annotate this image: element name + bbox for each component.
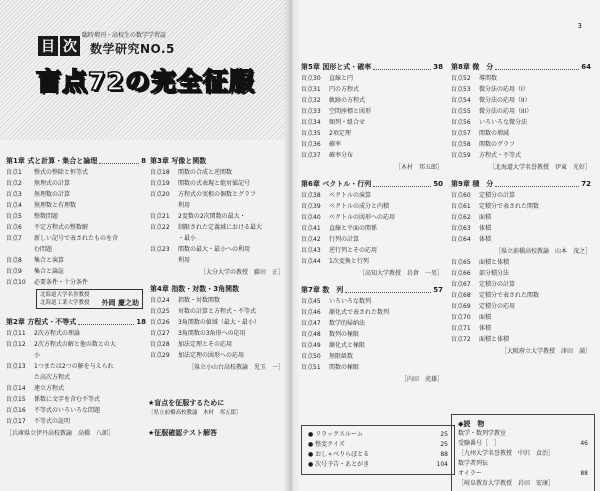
toc-item [301, 307, 443, 318]
toc-item [308, 440, 448, 450]
right-column-2 [451, 56, 591, 359]
moten-number: 盲点70 [451, 314, 471, 321]
moten-number: 盲点7 [6, 235, 22, 242]
toc-item [301, 329, 443, 340]
toc-item [150, 167, 284, 178]
moten-number: 盲点55 [451, 108, 471, 115]
chapter-heading: 第6章 ベクトル・行列 50 [301, 180, 443, 188]
moten-title: 関数の最大・最小への利用 [178, 246, 251, 253]
toc-item [301, 245, 443, 256]
moten-number: 盲点36 [301, 141, 321, 148]
author-credit: ［大分大学の教授 藤田 正］ [199, 269, 284, 276]
moten-number: 盲点19 [150, 180, 170, 187]
toc-item [6, 255, 146, 266]
moten-number: 盲点54 [451, 97, 471, 104]
toc-item [451, 279, 591, 290]
moten-title: 方程式・不等式 [479, 152, 522, 159]
main-title: 盲点72の完全征服 [36, 67, 255, 96]
moten-number: 盲点48 [301, 331, 321, 338]
toc-item [6, 244, 146, 255]
author-box: 北海道大学名誉教授 北海道工業大学教授 外岡 慶之助 [36, 289, 143, 309]
special-section-2: ★征服確認テスト解答 [148, 429, 217, 437]
moten-number: 盲点45 [301, 298, 321, 305]
toc-item [6, 178, 146, 189]
toc-item [451, 323, 591, 334]
reading-title: 数学者列伝 [458, 460, 489, 467]
moten-title: 利用 [178, 257, 191, 264]
moten-title: 1次変換と行列 [329, 258, 369, 265]
moten-title: 2次方程式の解と他の数との大 [34, 341, 116, 348]
toc-item [6, 372, 146, 383]
author-credit: ［高知大学教授 岩倉 一男］ [358, 270, 443, 277]
moten-number: 盲点24 [150, 297, 170, 304]
reading-page: 46 [580, 440, 588, 447]
moten-title: 空間座標と図形 [329, 108, 372, 115]
moten-number: 盲点62 [451, 214, 471, 221]
moten-title: む問題 [34, 246, 53, 253]
toc-item [150, 255, 284, 266]
special-section-1: ★盲点を征服するために ［県立前橋高校教諭 木村 邦五郎］ [148, 399, 242, 416]
toc-item [308, 430, 448, 440]
moten-title: 数学的帰納法 [329, 320, 366, 327]
author-credit: ［大阪府立大学教授 津田 満］ [500, 348, 591, 355]
moten-number: 盲点63 [451, 225, 471, 232]
moten-title: 定積分の応用 [479, 303, 516, 310]
moten-title: 行列の計算 [329, 236, 360, 243]
toc-item [451, 312, 591, 323]
reading-item [458, 469, 588, 479]
moten-title: 関数の増減 [479, 130, 510, 137]
moten-number: 盲点49 [301, 342, 321, 349]
chapter-heading: 第2章 方程式・不等式 18 [6, 318, 146, 326]
moten-title: 関数の式表現と絶対値記号 [178, 180, 251, 187]
moten-title: 加法定理とその応用 [178, 341, 233, 348]
toc-item [301, 223, 443, 234]
moten-number: 盲点25 [150, 308, 170, 315]
mokuji-badge [38, 36, 82, 56]
toc-item [451, 234, 591, 245]
chapter-heading: 第5章 図形と式・確率 38 [301, 63, 443, 71]
reading-label: ◆読 物 [458, 420, 485, 428]
moten-title: ベクトルの成分と内積 [329, 203, 390, 210]
moten-number: 盲点15 [6, 396, 26, 403]
author-credit: ［内田 虎雄］ [400, 376, 443, 383]
toc-item [301, 190, 443, 201]
moten-title: 係数に文字を含む不等式 [34, 396, 101, 403]
moten-number: 盲点58 [451, 141, 471, 148]
moten-title: 3角関数の値域（最大・最小） [178, 319, 260, 326]
moten-number: 盲点53 [451, 86, 471, 93]
toc-item [451, 290, 591, 301]
toc-item [150, 295, 284, 306]
toc-item [301, 351, 443, 362]
right-column-1 [301, 56, 443, 387]
moten-number: 盲点50 [301, 353, 321, 360]
misc-title: ● 整変クイズ [308, 441, 345, 448]
toc-item [301, 212, 443, 223]
left-page [0, 0, 291, 491]
moten-number: 盲点56 [451, 119, 471, 126]
mokuji-char-1: 目 [38, 36, 58, 56]
toc-item [451, 73, 591, 84]
moten-title: 利用 [178, 202, 191, 209]
moten-title: 定積分で表された関数 [479, 203, 540, 210]
toc-item [301, 296, 443, 307]
moten-title: 面積と体積 [479, 336, 510, 343]
moten-number: 盲点69 [451, 303, 471, 310]
moten-title: 方程式の実根の個数とグラフ [178, 191, 257, 198]
moten-title: 整式の整除と恒等式 [34, 169, 89, 176]
toc-item [150, 222, 284, 233]
moten-number: 盲点26 [150, 319, 170, 326]
moten-title: 不等式の証明 [34, 418, 71, 425]
moten-number: 盲点68 [451, 292, 471, 299]
left-column-1 [6, 150, 146, 441]
chapter-heading: 第4章 指数・対数・3角関数 [150, 285, 240, 293]
reading-item [458, 449, 588, 459]
moten-title: 微分法の応用（II） [479, 97, 531, 104]
moten-number: 盲点33 [301, 108, 321, 115]
chapter-heading: 第8章 微 分 64 [451, 63, 591, 71]
moten-title: 無理数と有理数 [34, 202, 77, 209]
moten-title: 整数問題 [34, 213, 59, 220]
moten-title: 漸化式と極限 [329, 342, 366, 349]
right-page [291, 0, 600, 491]
moten-number: 盲点67 [451, 281, 471, 288]
moten-title: 円の方程式 [329, 86, 360, 93]
moten-number: 盲点17 [6, 418, 26, 425]
moten-title: 新しい記号で表されたものを含 [34, 235, 119, 242]
mokuji-char-2: 次 [60, 36, 80, 56]
moten-title: 集合と演算 [34, 257, 65, 264]
moten-title: た高次方程式 [34, 374, 71, 381]
moten-number: 盲点9 [6, 268, 22, 275]
toc-item [301, 106, 443, 117]
moten-title: 確率 [329, 141, 342, 148]
toc-item [6, 405, 146, 416]
moten-title: 2項定理 [329, 130, 351, 137]
toc-item [451, 95, 591, 106]
moten-title: 制限された定義域における最大 [178, 224, 263, 231]
toc-item [6, 189, 146, 200]
moten-title: 1つまたは2つの解を与えられ [34, 363, 114, 370]
toc-item [451, 139, 591, 150]
reading-item [458, 439, 588, 449]
moten-title: 関数の極限 [329, 364, 360, 371]
moten-number: 盲点66 [451, 270, 471, 277]
moten-number: 盲点14 [6, 385, 26, 392]
toc-item [150, 328, 284, 339]
moten-number: 盲点8 [6, 257, 22, 264]
chapter-heading: 第3章 写像と関数 [150, 157, 207, 165]
moten-number: 盲点11 [6, 330, 26, 337]
moten-title: 無理式の計算 [34, 180, 71, 187]
toc-item [451, 128, 591, 139]
moten-number: 盲点16 [6, 407, 26, 414]
moten-number: 盲点23 [150, 246, 170, 253]
moten-number: 盲点61 [451, 203, 471, 210]
moten-number: 盲点57 [451, 130, 471, 137]
moten-number: 盲点32 [301, 97, 321, 104]
misc-page: 25 [440, 441, 448, 448]
toc-item [451, 190, 591, 201]
toc-item [301, 201, 443, 212]
moten-number: 盲点46 [301, 309, 321, 316]
moten-title: 無限級数 [329, 353, 354, 360]
toc-item [150, 350, 284, 361]
author-credit: ［北海道大学名誉教授 伊東 光好］ [488, 164, 591, 171]
moten-title: 定積分で表された関数 [479, 292, 540, 299]
moten-number: 盲点43 [301, 247, 321, 254]
moten-number: 盲点59 [451, 152, 471, 159]
misc-page: 88 [440, 451, 448, 458]
moten-title: ベクトルの演算 [329, 192, 372, 199]
reading-title: ［岐阜教育大学教授 岩田 宏康］ [458, 480, 555, 487]
reading-title: 数学・数列学教室 [458, 430, 507, 437]
moten-number: 盲点71 [451, 325, 471, 332]
moten-number: 盲点51 [301, 364, 321, 371]
toc-item [6, 211, 146, 222]
moten-title: 微分法の応用（I） [479, 86, 529, 93]
moten-title: 漸化式で表された数列 [329, 309, 390, 316]
moten-number: 盲点12 [6, 341, 26, 348]
toc-item [451, 201, 591, 212]
moten-title: 数列の極限 [329, 331, 360, 338]
moten-number: 盲点35 [301, 130, 321, 137]
moten-number: 盲点38 [301, 192, 321, 199]
moten-title: ベクトルの図形への応用 [329, 214, 396, 221]
toc-item [301, 95, 443, 106]
moten-title: 小 [34, 352, 41, 359]
reading-item [458, 479, 588, 489]
toc-item [308, 460, 448, 470]
title-header [0, 0, 286, 140]
reading-title: 受験番号［ ］ [458, 440, 501, 447]
reading-title: ［九州大学名誉教授 中沢 貞治］ [458, 450, 555, 457]
reading-item [458, 459, 588, 469]
moten-number: 盲点52 [451, 75, 471, 82]
moten-number: 盲点27 [150, 330, 170, 337]
reading-item [458, 429, 588, 439]
toc-item [451, 84, 591, 95]
toc-item [301, 256, 443, 267]
toc-item [150, 339, 284, 350]
moten-title: 2変数の2次関数の最大・ [178, 213, 246, 220]
moten-title: 軌跡の方程式 [329, 97, 366, 104]
moten-title: 体積 [479, 325, 492, 332]
moten-number: 盲点41 [301, 225, 321, 232]
moten-title: 直線と円 [329, 75, 354, 82]
misc-title: ● 次号予告・あとがき [308, 461, 370, 468]
moten-title: 確率分布 [329, 152, 354, 159]
toc-item [451, 257, 591, 268]
moten-title: 導関数 [479, 75, 498, 82]
moten-number: 盲点22 [150, 224, 170, 231]
moten-title: 3角関数の3角形への応用 [178, 330, 246, 337]
toc-item [451, 301, 591, 312]
moten-title: 無理数の計算 [34, 191, 71, 198]
chapter-heading: 第9章 積 分 72 [451, 180, 591, 188]
moten-number: 盲点5 [6, 213, 22, 220]
toc-item [150, 306, 284, 317]
misc-list-box [301, 425, 455, 475]
moten-number: 盲点39 [301, 203, 321, 210]
moten-number: 盲点20 [150, 191, 170, 198]
author-credit: ［県立前橋高校教諭 山本 茂之］ [494, 248, 591, 255]
misc-page: 25 [440, 431, 448, 438]
moten-title: 2次方程式の理論 [34, 330, 80, 337]
toc-item [301, 150, 443, 161]
toc-item [301, 362, 443, 373]
moten-number: 盲点30 [301, 75, 321, 82]
toc-item [6, 200, 146, 211]
toc-item [6, 222, 146, 233]
left-column-2 [150, 150, 284, 375]
moten-number: 盲点37 [301, 152, 321, 159]
misc-title: ● リラックスルーム [308, 431, 363, 438]
moten-number: 盲点10 [6, 279, 26, 286]
moten-number: 盲点72 [451, 336, 471, 343]
moten-number: 盲点1 [6, 169, 22, 176]
toc-item [451, 223, 591, 234]
moten-number: 盲点3 [6, 191, 22, 198]
misc-page: 104 [436, 461, 448, 468]
toc-item [301, 84, 443, 95]
moten-number: 盲点65 [451, 259, 471, 266]
toc-item [301, 318, 443, 329]
moten-number: 盲点47 [301, 320, 321, 327]
toc-item [150, 178, 284, 189]
moten-number: 盲点29 [150, 352, 170, 359]
moten-number: 盲点42 [301, 236, 321, 243]
moten-title: 部分積分法 [479, 270, 510, 277]
toc-item [150, 189, 284, 200]
moten-title: ・最小 [178, 235, 197, 242]
moten-title: 微分法の応用（III） [479, 108, 533, 115]
moten-number: 盲点34 [301, 119, 321, 126]
chapter-heading: 第7章 数 列 57 [301, 286, 443, 294]
toc-item [301, 128, 443, 139]
moten-number: 盲点2 [6, 180, 22, 187]
moten-number: 盲点64 [451, 236, 471, 243]
toc-item [301, 117, 443, 128]
toc-item [451, 212, 591, 223]
toc-item [6, 339, 146, 350]
moten-number: 盲点13 [6, 363, 26, 370]
subtitle: 数学研究NO.5 [90, 42, 175, 56]
toc-item [6, 416, 146, 427]
toc-item [150, 211, 284, 222]
moten-number: 盲点6 [6, 224, 22, 231]
toc-item [451, 334, 591, 345]
misc-title: ● おしゃべりらぼとる [308, 451, 370, 458]
toc-item [6, 361, 146, 372]
moten-title: 体積 [479, 225, 492, 232]
toc-item [451, 268, 591, 279]
moten-title: 直線と平面の関係 [329, 225, 378, 232]
toc-item [6, 383, 146, 394]
page-number: 3 [577, 22, 582, 30]
toc-item [150, 317, 284, 328]
subtitle-small: 臨時増刊・高校生の数学学習誌 [82, 32, 167, 39]
author-credit: ［木村 邦五郎］ [394, 164, 443, 171]
chapter-heading: 第1章 式と計算・集合と論理 8 [6, 157, 146, 165]
toc-item [6, 167, 146, 178]
author-credit: ［県立小山台高校教諭 児玉 一］ [187, 364, 284, 371]
moten-title: 不定方程式の整数解 [34, 224, 89, 231]
moten-title: 面積 [479, 214, 492, 221]
toc-item [451, 117, 591, 128]
moten-title: 必要条件・十分条件 [34, 279, 89, 286]
toc-item [150, 200, 284, 211]
moten-title: 連立方程式 [34, 385, 65, 392]
moten-title: いろいろな数列 [329, 298, 372, 305]
moten-title: 体積 [479, 236, 492, 243]
reading-page: 88 [580, 470, 588, 477]
moten-title: 不等式のいろいろな問題 [34, 407, 101, 414]
author-credit: ［兵庫県立伊丹高校教諭 高橋 八郎］ [6, 430, 115, 437]
toc-item [301, 73, 443, 84]
moten-title: いろいろな微分法 [479, 119, 528, 126]
toc-item [301, 340, 443, 351]
toc-item [301, 139, 443, 150]
moten-number: 盲点18 [150, 169, 170, 176]
toc-item [308, 450, 448, 460]
moten-title: 定積分の計算 [479, 192, 516, 199]
moten-title: 定積分の計算 [479, 281, 516, 288]
moten-number: 盲点60 [451, 192, 471, 199]
reading-box [451, 414, 595, 491]
moten-title: 面積 [479, 314, 492, 321]
toc-item [6, 328, 146, 339]
moten-number: 盲点28 [150, 341, 170, 348]
moten-title: 面積と体積 [479, 259, 510, 266]
toc-item [451, 106, 591, 117]
moten-title: 逆行列とその応用 [329, 247, 378, 254]
moten-title: 対数の計算と方程式・不等式 [178, 308, 257, 315]
moten-number: 盲点21 [150, 213, 170, 220]
moten-number: 盲点31 [301, 86, 321, 93]
moten-title: 関数のグラフ [479, 141, 516, 148]
toc-item [150, 244, 284, 255]
moten-title: 加法定理の図形への応用 [178, 352, 245, 359]
toc-item [451, 150, 591, 161]
moten-number: 盲点4 [6, 202, 22, 209]
toc-item [6, 266, 146, 277]
toc-item [150, 233, 284, 244]
reading-title: オイラー [458, 470, 482, 477]
toc-item [301, 234, 443, 245]
toc-item [6, 233, 146, 244]
moten-title: 指数・対数関数 [178, 297, 221, 304]
moten-title: 集合と論証 [34, 268, 65, 275]
toc-item [6, 350, 146, 361]
toc-item [6, 277, 146, 288]
toc-item [6, 394, 146, 405]
moten-number: 盲点44 [301, 258, 321, 265]
moten-title: 関数の合成と逆関数 [178, 169, 233, 176]
moten-number: 盲点40 [301, 214, 321, 221]
moten-title: 順列・組合せ [329, 119, 366, 126]
